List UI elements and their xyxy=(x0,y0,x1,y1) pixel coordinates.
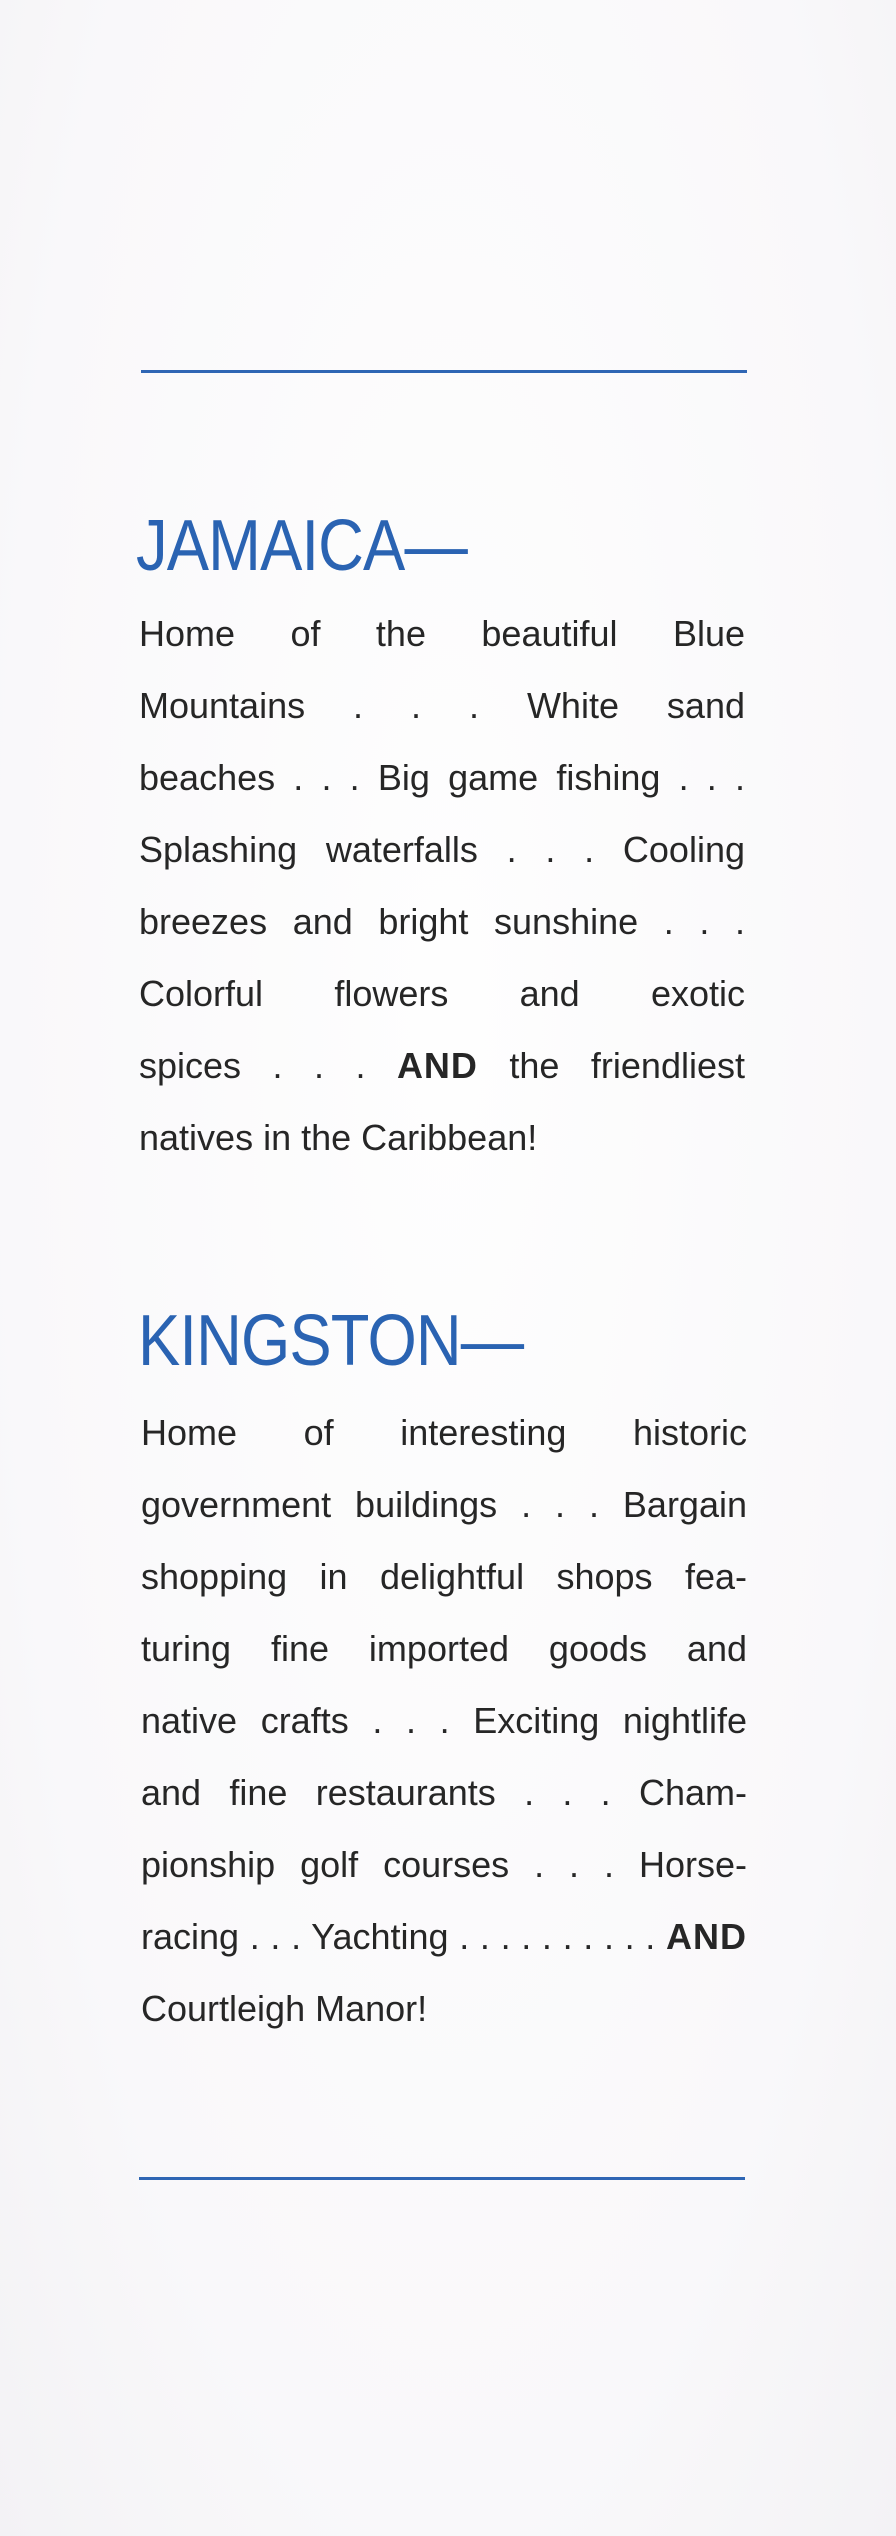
paragraph-line: pionship golf courses . . . Horse- xyxy=(141,1844,747,1885)
jamaica-paragraph xyxy=(139,598,745,1174)
emphasis-and: AND xyxy=(666,1916,747,1957)
paragraph-line: shopping in delightful shops fea- xyxy=(141,1556,747,1597)
paragraph-line: breezes and bright sunshine . . . xyxy=(139,901,745,942)
paragraph-line: Splashing waterfalls . . . Cooling xyxy=(139,829,745,870)
paragraph-line: turing fine imported goods and xyxy=(141,1628,747,1669)
paragraph-line: Mountains . . . White sand xyxy=(139,685,745,726)
paragraph-line: beaches . . . Big game fishing . . . xyxy=(139,757,745,798)
paragraph-line: and fine restaurants . . . Cham- xyxy=(141,1772,747,1813)
paragraph-line: native crafts . . . Exciting nightlife xyxy=(141,1700,747,1741)
paragraph-line: Home of interesting historic xyxy=(141,1412,747,1453)
jamaica-heading: JAMAICA— xyxy=(136,506,467,586)
paragraph-line: Colorful flowers and exotic xyxy=(139,973,745,1014)
paragraph-line: government buildings . . . Bargain xyxy=(141,1484,747,1525)
kingston-paragraph xyxy=(141,1397,747,2045)
kingston-heading: KINGSTON— xyxy=(138,1301,524,1381)
paragraph-line: natives in the Caribbean! xyxy=(139,1117,538,1158)
paragraph-line: racing . . . Yachting . . . . . . . . . . AND xyxy=(141,1916,747,1957)
paragraph-line: spices . . . AND the friendliest xyxy=(139,1045,745,1086)
paragraph-line: Home of the beautiful Blue xyxy=(139,613,745,654)
top-divider xyxy=(141,370,747,373)
emphasis-and: AND xyxy=(396,1045,478,1086)
bottom-divider xyxy=(139,2177,745,2180)
paragraph-line: Courtleigh Manor! xyxy=(141,1988,428,2029)
